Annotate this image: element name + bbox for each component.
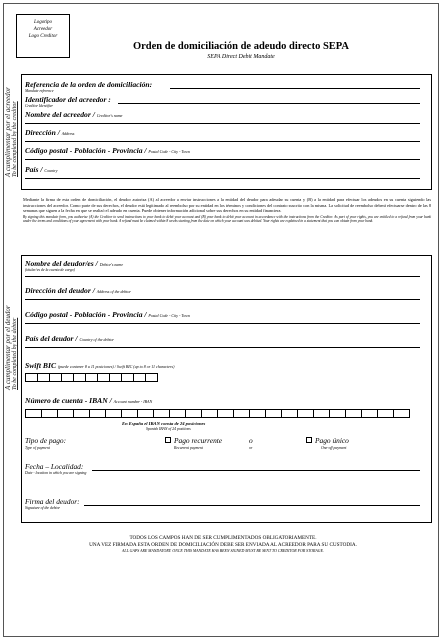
debtor-address-label: Dirección del deudor / Address of the debtor (25, 286, 131, 295)
creditor-country-label: País / Country (25, 165, 58, 174)
payment-type-sublabel: Type of payment (25, 446, 50, 450)
creditor-section (21, 74, 432, 190)
iban-field[interactable] (25, 409, 410, 418)
creditor-id-label: Identificador del acreedor : (25, 95, 111, 104)
creditor-postal-label: Código postal - Población - Provincia / Postal Code - City - Town (25, 146, 190, 155)
creditor-name-label: Nombre del acreedor / Creditor's name (25, 110, 123, 119)
single-payment-sublabel: One-off payment (321, 446, 347, 450)
single-payment-label: Pago único (315, 436, 349, 445)
mandate-reference-sublabel: Mandate reference (25, 89, 54, 93)
recurrent-payment-label: Pago recurrente (174, 436, 223, 445)
footer-line-1: TODOS LOS CAMPOS HAN DE SER CUMPLIMENTADOS OBLIGATORIAMENTE. (129, 535, 317, 541)
debtor-country-field[interactable] (25, 347, 420, 348)
swift-bic-field[interactable] (25, 373, 158, 382)
legal-paragraph-english: By signing this mandate form, you authorise (A) the Creditor to send instructions to your bank to debit your account and (B) your bank to debit your account in accordance with the instructions from the Creditor. As part of your rights, you are entitled to a refund from your bank under the terms and conditions of your agreement with your bank. A refund must be claimed within 8 weeks starting from the date on which your account was debited. Your rights are explained in a statement that you can obtain from your bank. (23, 214, 431, 224)
debtor-country-label: País del deudor / Country of the debtor (25, 334, 114, 343)
logo-line-3: Logo Creditor (28, 34, 58, 39)
logo-line-1: Logotipo (33, 20, 53, 25)
iban-note: En España el IBAN consta de 24 posiciones (122, 421, 206, 426)
mandate-reference-field[interactable] (170, 88, 420, 89)
debtor-signature-field[interactable] (84, 505, 420, 506)
debtor-section (21, 255, 432, 523)
debtor-signature-sublabel: Signature of the debtor (25, 506, 60, 510)
creditor-address-label: Dirección / Address (25, 128, 75, 137)
iban-label: Número de cuenta - IBAN / Account number - IBAN (25, 396, 153, 405)
creditor-logo-box (16, 14, 70, 58)
creditor-side-label: A cumplimentar por el acreedor To be completed by the creditor (4, 87, 18, 177)
date-location-field[interactable] (92, 470, 420, 471)
debtor-postal-label: Código postal - Población - Provincia / Postal Code - City - Town (25, 310, 190, 319)
payment-type-label: Tipo de pago: (25, 436, 67, 445)
page-title: Orden de domiciliación de adeudo directo SEPA (132, 41, 350, 52)
creditor-address-field[interactable] (25, 141, 420, 142)
debtor-address-field[interactable] (25, 299, 420, 300)
debtor-name-field[interactable] (25, 276, 420, 277)
creditor-postal-field[interactable] (25, 159, 420, 160)
logo-line-2: Acreedor (33, 27, 53, 32)
recurrent-payment-checkbox[interactable] (165, 437, 171, 443)
footer-line-3: ALL GAPS ARE MANDATORY. ONCE THIS MANDATE HAS BEEN SIGNED MUST BE SENT TO CREDITOR FOR STORAGE. (122, 549, 324, 553)
creditor-country-field[interactable] (25, 178, 420, 179)
page-subtitle: SEPA Direct Debit Mandate (207, 54, 275, 60)
mandate-reference-label: Referencia de la orden de domiciliación: (25, 80, 153, 89)
creditor-id-field[interactable] (118, 103, 420, 104)
debtor-name-sublabel: (titular/es de la cuenta de cargo) (25, 268, 75, 272)
footer-line-2: UNA VEZ FIRMADA ESTA ORDEN DE DOMICILIACIÓN DEBE SER ENVIADA AL ACREEDOR PARA SU CUSTODIA. (89, 542, 357, 548)
recurrent-payment-sublabel: Recurrent payment (174, 446, 203, 450)
debtor-postal-field[interactable] (25, 323, 420, 324)
creditor-id-sublabel: Creditor Identifier (25, 104, 54, 108)
or-sublabel: or (249, 446, 253, 450)
creditor-name-field[interactable] (25, 123, 420, 124)
debtor-signature-label: Firma del deudor: (25, 497, 80, 506)
swift-bic-label: Swift BIC (puede contener 8 u 11 posiciones) / Swift BIC (up to 8 or 11 characters) (25, 361, 175, 370)
legal-paragraph: Mediante la firma de esta orden de domiciliación, el deudor autoriza (A) al acreedor a enviar instrucciones a la entidad del deudor para adeudar su cuenta y (B) a la entidad para efectuar los adeudos en su cuenta siguiendo las instrucciones del acreedor. Como parte de sus derechos, el deudor está legitimado al reembolso por su entidad en los términos y condiciones del contrato suscrito con la misma. La solicitud de reembolso deberá efectuarse dentro de las 8 semanas que siguen a la fecha en que se realizó el adeudo en cuenta. Puede obtener información adicional sobre sus derechos en su entidad financiera. By signing this mandate form, you authorise (A) the Creditor to send instructions to your bank to debit your account and (B) your bank to debit your account in accordance with the instructions from the Creditor. As part of your rights, you are entitled to a refund from your bank under the terms and conditions of your agreement with your bank. A refund must be claimed within 8 weeks starting from the date on which your account was debited. Your rights are explained in a statement that you can obtain from your bank. (23, 197, 431, 224)
date-location-label: Fecha – Localidad: (25, 462, 84, 471)
date-location-sublabel: Date - location in which you are signing (25, 471, 87, 475)
debtor-name-label: Nombre del deudor/es / Debtor's name (25, 259, 124, 268)
single-payment-checkbox[interactable] (306, 437, 312, 443)
iban-note-english: Spanish IBAN of 24 positions (146, 427, 191, 431)
or-label: o (249, 436, 253, 445)
debtor-side-label: A cumplimentar por el deudor To be completed by the debtor (4, 305, 18, 390)
